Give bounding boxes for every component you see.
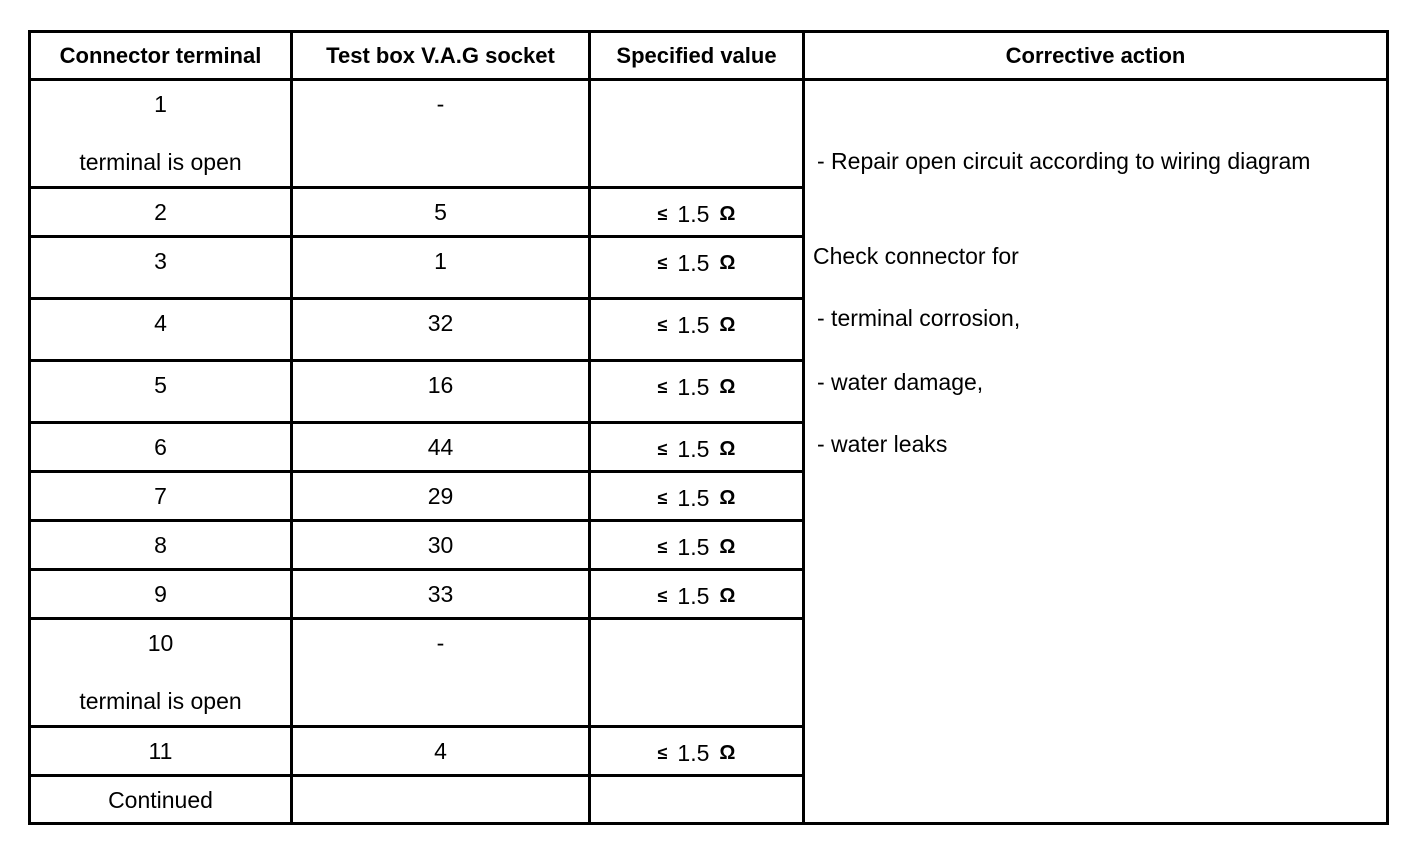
socket-cell xyxy=(292,776,590,824)
terminal-test-table xyxy=(28,30,1389,825)
spec-value: 1.5 xyxy=(677,534,710,560)
terminal-cell xyxy=(30,619,292,727)
terminal-number: 4 xyxy=(154,310,167,336)
spec-value: 1.5 xyxy=(677,312,710,338)
socket-value: - xyxy=(436,91,445,117)
less-equal-icon: ≤ xyxy=(657,586,668,606)
value-cell xyxy=(590,619,804,727)
action-check-water-leaks: - water leaks xyxy=(817,431,948,457)
terminal-number: 11 xyxy=(148,738,173,764)
socket-cell xyxy=(292,299,590,361)
value-cell xyxy=(590,188,804,237)
socket-cell xyxy=(292,472,590,521)
value-cell xyxy=(590,727,804,776)
terminal-number: 8 xyxy=(154,532,167,558)
socket-value: 5 xyxy=(434,199,447,225)
ohm-icon: Ω xyxy=(719,536,736,558)
corrective-action-cell xyxy=(804,80,1388,824)
terminal-cell xyxy=(30,727,292,776)
socket-cell xyxy=(292,423,590,472)
value-cell xyxy=(590,80,804,188)
value-cell xyxy=(590,472,804,521)
header-test-box-socket: Test box V.A.G socket xyxy=(292,32,590,80)
header-corrective-action: Corrective action xyxy=(804,32,1388,80)
terminal-number: 9 xyxy=(154,581,167,607)
terminal-cell xyxy=(30,80,292,188)
ohm-icon: Ω xyxy=(719,376,736,398)
action-check-corrosion: - terminal corrosion, xyxy=(817,305,1021,331)
ohm-icon: Ω xyxy=(719,314,736,336)
less-equal-icon: ≤ xyxy=(657,439,668,459)
ohm-icon: Ω xyxy=(719,438,736,460)
continued-label: Continued xyxy=(108,787,213,813)
socket-cell xyxy=(292,188,590,237)
value-cell xyxy=(590,237,804,299)
action-check-intro: Check connector for xyxy=(813,243,1019,269)
value-cell xyxy=(590,521,804,570)
terminal-cell xyxy=(30,570,292,619)
terminal-number: 7 xyxy=(154,483,167,509)
socket-cell xyxy=(292,237,590,299)
spec-value: 1.5 xyxy=(677,583,710,609)
terminal-number: 6 xyxy=(154,434,167,460)
value-cell xyxy=(590,570,804,619)
less-equal-icon: ≤ xyxy=(657,315,668,335)
terminal-cell xyxy=(30,472,292,521)
terminal-number: 5 xyxy=(154,372,167,398)
table-row xyxy=(30,80,1388,188)
terminal-cell xyxy=(30,237,292,299)
terminal-number: 10 xyxy=(147,630,174,656)
ohm-icon: Ω xyxy=(719,203,736,225)
less-equal-icon: ≤ xyxy=(657,377,668,397)
socket-value: 29 xyxy=(427,483,454,509)
less-equal-icon: ≤ xyxy=(657,253,668,273)
socket-cell xyxy=(292,521,590,570)
socket-value: 16 xyxy=(427,372,454,398)
terminal-cell xyxy=(30,521,292,570)
terminal-cell xyxy=(30,299,292,361)
terminal-cell xyxy=(30,361,292,423)
terminal-number: 1 xyxy=(154,91,167,117)
terminal-note: terminal is open xyxy=(79,688,242,714)
less-equal-icon: ≤ xyxy=(657,743,668,763)
header-specified-value: Specified value xyxy=(590,32,804,80)
ohm-icon: Ω xyxy=(719,252,736,274)
socket-value: 30 xyxy=(427,532,454,558)
header-row xyxy=(30,32,1388,80)
socket-value: 1 xyxy=(434,248,447,274)
spec-value: 1.5 xyxy=(677,485,710,511)
action-repair: - Repair open circuit according to wiring diagram xyxy=(817,148,1311,174)
socket-cell xyxy=(292,727,590,776)
spec-value: 1.5 xyxy=(677,740,710,766)
terminal-note: terminal is open xyxy=(79,149,242,175)
ohm-icon: Ω xyxy=(719,487,736,509)
socket-value: 33 xyxy=(427,581,454,607)
socket-value: 32 xyxy=(427,310,454,336)
socket-value: - xyxy=(436,630,445,656)
spec-value: 1.5 xyxy=(677,436,710,462)
ohm-icon: Ω xyxy=(719,742,736,764)
less-equal-icon: ≤ xyxy=(657,204,668,224)
terminal-cell xyxy=(30,188,292,237)
spec-value: 1.5 xyxy=(677,201,710,227)
header-connector-terminal: Connector terminal xyxy=(30,32,292,80)
value-cell xyxy=(590,776,804,824)
terminal-cell xyxy=(30,776,292,824)
action-check-water-damage: - water damage, xyxy=(817,369,984,395)
terminal-cell xyxy=(30,423,292,472)
value-cell xyxy=(590,423,804,472)
socket-cell xyxy=(292,80,590,188)
less-equal-icon: ≤ xyxy=(657,537,668,557)
socket-cell xyxy=(292,619,590,727)
terminal-number: 3 xyxy=(154,248,167,274)
socket-cell xyxy=(292,570,590,619)
value-cell xyxy=(590,361,804,423)
socket-value: 4 xyxy=(434,738,447,764)
spec-value: 1.5 xyxy=(677,374,710,400)
less-equal-icon: ≤ xyxy=(657,488,668,508)
terminal-number: 2 xyxy=(154,199,167,225)
socket-cell xyxy=(292,361,590,423)
ohm-icon: Ω xyxy=(719,585,736,607)
socket-value: 44 xyxy=(427,434,454,460)
spec-value: 1.5 xyxy=(677,250,710,276)
value-cell xyxy=(590,299,804,361)
